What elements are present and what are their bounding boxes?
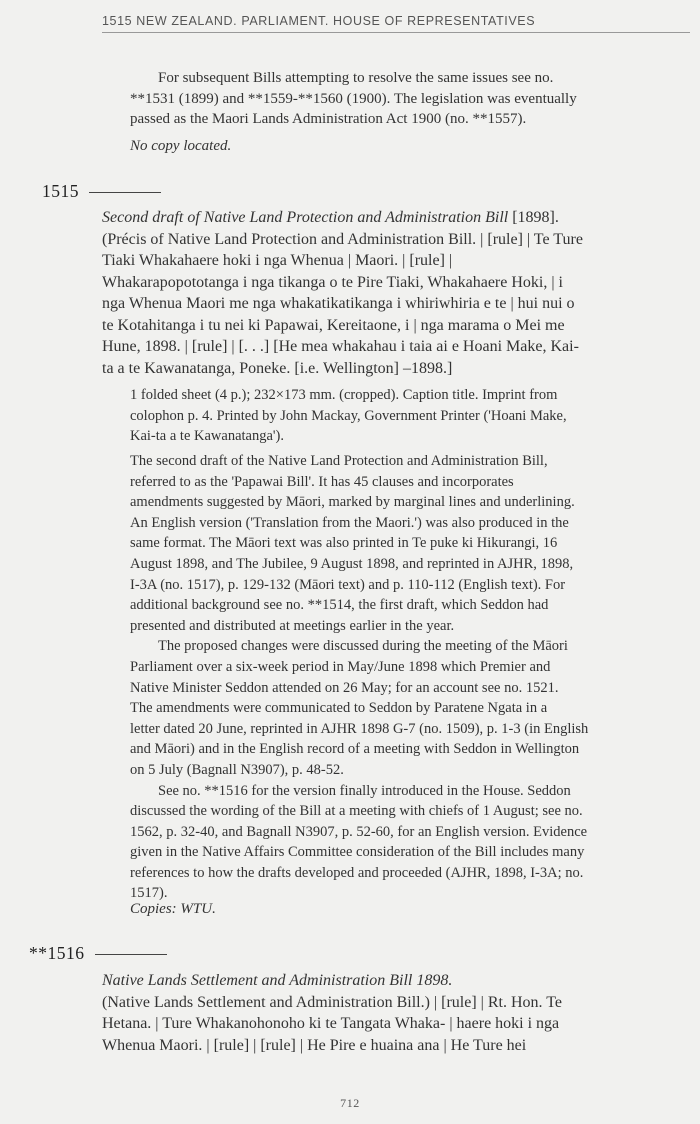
- entry-dash: [89, 192, 161, 193]
- text-line: **1531 (1899) and **1559-**1560 (1900). The legislation was eventually: [130, 90, 577, 107]
- text-line: passed as the Maori Lands Administration Act 1900 (no. **1557).: [130, 111, 527, 127]
- text-line: colophon p. 4. Printed by John Mackay, Government Printer ('Hoani Make,: [130, 407, 567, 424]
- entry-note: [130, 451, 687, 904]
- text-line: An English version ('Translation from the Maori.') was also produced in the: [130, 514, 569, 531]
- text-line: 1 folded sheet (4 p.); 232×173 mm. (cropped). Caption title. Imprint from: [130, 387, 558, 403]
- text-line: discussed the wording of the Bill at a meeting with chiefs of 1 August; see no.: [130, 803, 583, 820]
- running-head: 1515 NEW ZEALAND. PARLIAMENT. HOUSE OF REPRESENTATIVES: [102, 14, 690, 33]
- text-line: Whakarapopototanga i nga tikanga o te Pire Tiaki, Whakahaere Hoki, | i: [102, 273, 563, 291]
- text-line: references to how the drafts developed and proceeded (AJHR, 1898, I-3A; no.: [130, 864, 584, 881]
- text-line: I-3A (no. 1517), p. 129-132 (Māori text) and p. 110-112 (English text). For: [130, 576, 566, 593]
- text-line: August 1898, and The Jubilee, 9 August 1898, and reprinted in AJHR, 1898,: [130, 555, 574, 572]
- text-line: (Précis of Native Land Protection and Administration Bill. | [rule] | Te Ture: [102, 230, 583, 248]
- text-line: For subsequent Bills attempting to resolve the same issues see no.: [158, 70, 554, 86]
- entry-title: Second draft of Native Land Protection and Administration Bill: [102, 209, 509, 226]
- text-line: referred to as the 'Papawai Bill'. It has 45 clauses and incorporates: [130, 473, 514, 490]
- entry-year: [1898].: [512, 209, 559, 226]
- text-line: nga Whenua Maori me nga whakatikatikanga i whiriwhiria e te | hui nui o: [102, 295, 575, 312]
- text-line: Hetana. | Ture Whakanohonoho ki te Tangata Whaka- | haere hoki i nga: [102, 1015, 560, 1032]
- entry-dash: [95, 954, 167, 955]
- entry-description: [102, 970, 678, 1056]
- text-line: additional background see no. **1514, the first draft, which Seddon had: [130, 597, 549, 614]
- page-number: 712: [340, 1096, 360, 1110]
- entry-title-line: [102, 207, 678, 229]
- entry-number-text: 1515: [42, 181, 79, 201]
- continuation-note: [130, 68, 687, 130]
- copies-note: Copies: WTU.: [130, 901, 216, 917]
- entry-number: [29, 943, 167, 964]
- text-line: Parliament over a six-week period in May/June 1898 which Premier and: [130, 658, 551, 675]
- text-line: See no. **1516 for the version finally introduced in the House. Seddon: [158, 782, 571, 799]
- physical-description: [130, 385, 687, 447]
- text-line: The proposed changes were discussed during the meeting of the Māori: [158, 638, 568, 655]
- text-line: te Kotahitanga i tu nei ki Papawai, Kereitaone, i | nga marama o Mei me: [102, 316, 565, 334]
- entry-number-text: **1516: [29, 943, 85, 963]
- text-line: given in the Native Affairs Committee consideration of the Bill includes many: [130, 844, 585, 861]
- text-line: and Māori) and in the English record of a meeting with Seddon in Wellington: [130, 741, 580, 758]
- entry-description: [102, 207, 678, 379]
- text-line: ta a te Kawanatanga, Poneke. [i.e. Wellington] –1898.]: [102, 359, 453, 377]
- text-line: 1517).: [130, 885, 168, 902]
- copies-note: No copy located.: [130, 138, 232, 154]
- text-line: 1562, p. 32-40, and Bagnall N3907, p. 52-60, for an English version. Evidence: [130, 823, 588, 840]
- text-line: letter dated 20 June, reprinted in AJHR 1898 G-7 (no. 1509), p. 1-3 (in English: [130, 720, 589, 737]
- text-line: The second draft of the Native Land Protection and Administration Bill,: [130, 453, 548, 469]
- text-line: Whenua Maori. | [rule] | [rule] | He Pire e huaina ana | He Ture hei: [102, 1036, 527, 1054]
- text-line: presented and distributed at meetings earlier in the year.: [130, 617, 455, 634]
- text-line: amendments suggested by Māori, marked by marginal lines and underlining.: [130, 494, 575, 511]
- text-line: same format. The Māori text was also printed in Te puke ki Hikurangi, 16: [130, 535, 558, 552]
- text-line: Hune, 1898. | [rule] | [. . .] [He mea whakahau i taia ai e Hoani Make, Kai-: [102, 338, 579, 355]
- text-line: Tiaki Whakahaere hoki i nga Whenua | Maori. | [rule] |: [102, 252, 453, 269]
- text-line: (Native Lands Settlement and Administration Bill.) | [rule] | Rt. Hon. Te: [102, 993, 563, 1011]
- text-line: Kai-ta a te Kawanatanga').: [130, 428, 284, 445]
- text-line: The amendments were communicated to Seddon by Paratene Ngata in a: [130, 700, 548, 717]
- text-line: on 5 July (Bagnall N3907), p. 48-52.: [130, 761, 344, 778]
- text-line: Native Minister Seddon attended on 26 May; for an account see no. 1521.: [130, 679, 559, 696]
- entry-number: [42, 181, 161, 202]
- entry-title: Native Lands Settlement and Administration Bill 1898.: [102, 972, 453, 989]
